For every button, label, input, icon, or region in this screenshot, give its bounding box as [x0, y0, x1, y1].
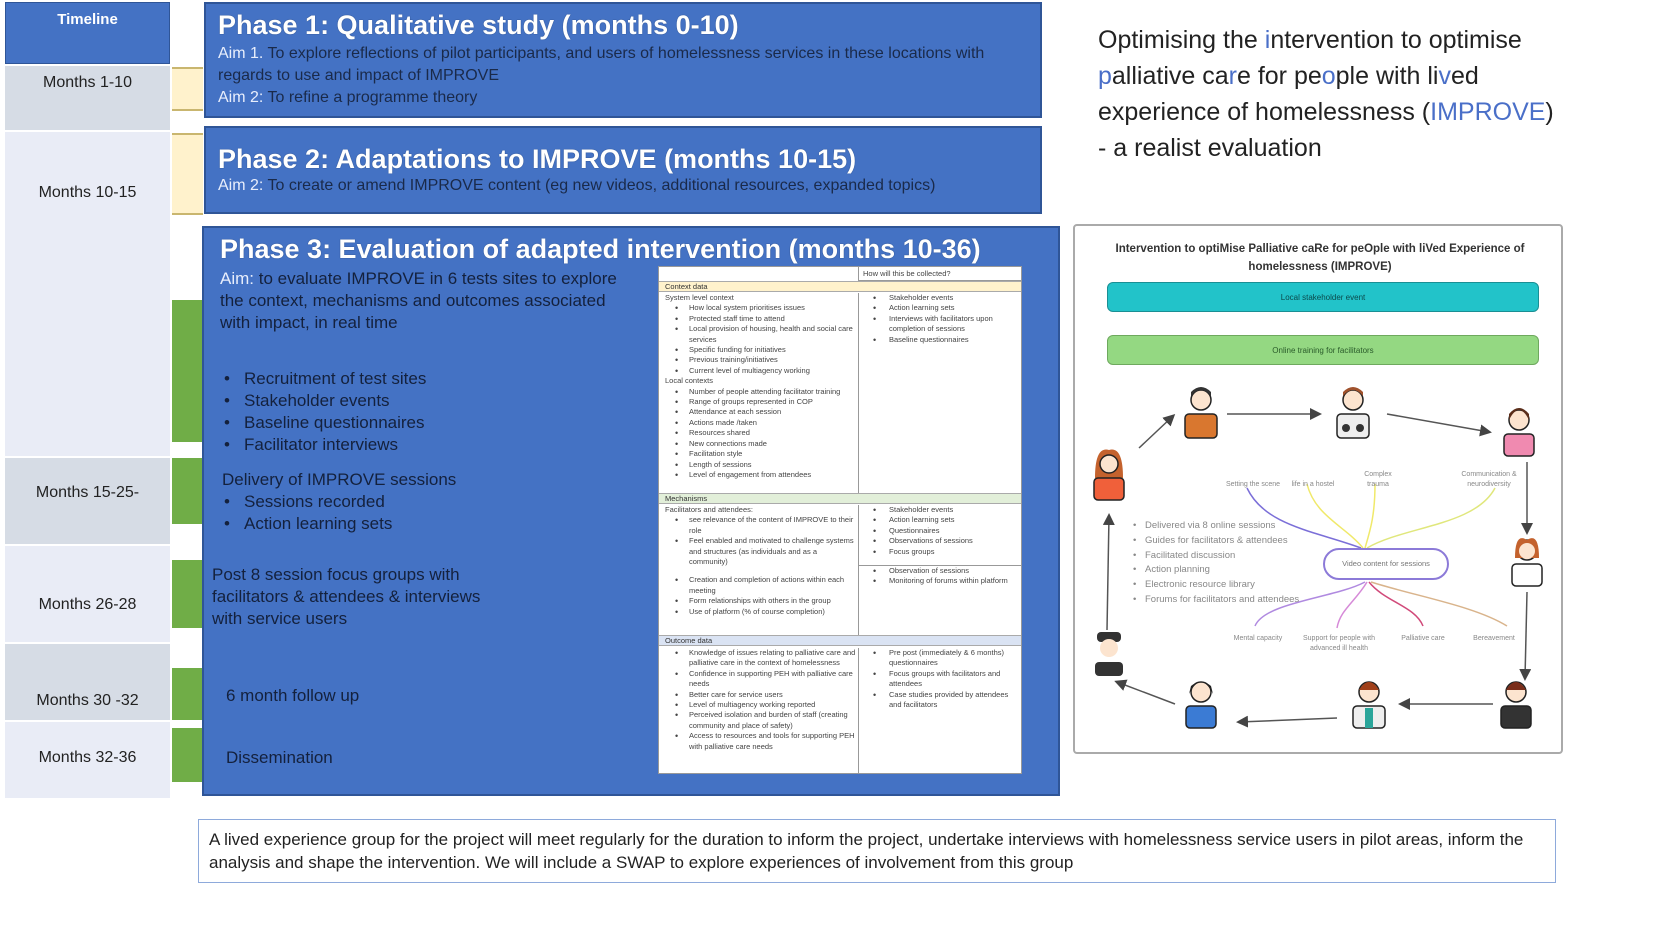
topic-branch	[1307, 484, 1363, 548]
arrow	[1387, 414, 1489, 432]
list-item: • Baseline questionnaires	[220, 412, 426, 434]
title-fragment: p	[1098, 62, 1112, 90]
timeline-row-months-30-32: Months 30 -32	[5, 644, 170, 720]
topic-label: Support for people with advanced ill health	[1303, 635, 1375, 652]
phase2-aim: Aim 2: To create or amend IMPROVE content (eg new videos, additional resources, expanded topics)	[218, 177, 936, 194]
topic-label: Complex trauma	[1364, 471, 1392, 488]
title-fragment: ntervention to optimise	[1270, 26, 1522, 54]
delivery-list	[220, 491, 392, 535]
phase1-title: Phase 1: Qualitative study (months 0-10)	[218, 10, 739, 40]
woman-red-person-icon	[1089, 448, 1129, 509]
phase2-duration-bar	[172, 133, 203, 215]
follow-up-bar	[172, 668, 203, 720]
title-fragment: Optimising the	[1098, 26, 1265, 54]
topic-branch	[1367, 488, 1495, 548]
context-local-list: • Number of people attending facilitator training • Range of groups represented in COP • Attendance at each session • Actions made /taken • Resources shared • New connections made • Facilitation style • Length of sessions • Level of engagement from attendees	[659, 387, 857, 481]
phase2-box	[204, 126, 1042, 214]
list-item: • Action planning	[1133, 563, 1299, 578]
blue-person-icon	[1181, 678, 1221, 737]
mechanisms-right: • Stakeholder events • Action learning sets • Questionnaires • Observations of sessions • Focus groups	[858, 505, 1022, 565]
phase1-duration-bar	[172, 67, 203, 111]
delivery-bar	[172, 458, 203, 524]
section-context-data: Context data	[659, 281, 1021, 292]
list-item: • Facilitated discussion	[1133, 549, 1299, 564]
phase1-aim1: Aim 1. To explore reflections of pilot participants, and users of homelessness services in these locations with regards to use and impact of IMPROVE	[218, 45, 985, 84]
data-collection-table	[658, 266, 1022, 774]
topic-branch	[1337, 582, 1367, 628]
stakeholder-event-box: Local stakeholder event	[1107, 282, 1539, 312]
title-fragment: alliative ca	[1111, 62, 1229, 90]
timeline-row-months-15-25: Months 15-25-	[5, 458, 170, 544]
timeline-row-months-26-28: Months 26-28	[5, 546, 170, 642]
timeline-row-months-10-15: Months 10-15	[5, 132, 170, 456]
title-fragment: ) - a realist evaluation	[1098, 98, 1554, 162]
phase2-title: Phase 2: Adaptations to IMPROVE (months 10-15)	[218, 144, 857, 174]
phase3-title: Phase 3: Evaluation of adapted intervention (months 10-36)	[220, 234, 981, 264]
phase1-aim2: Aim 2: To refine a programme theory	[218, 89, 478, 106]
diagram-title: Intervention to optiMise Palliative caRe for peOple with liVed Experience of homelessness (IMPROVE)	[1115, 243, 1525, 273]
focus-groups-bar	[172, 560, 203, 628]
arrow	[1239, 718, 1337, 722]
outcome-right: • Pre post (immediately & 6 months) questionnaires • Focus groups with facilitators and attendees • Case studies provided by attendees and facilitators	[858, 648, 1022, 773]
delivery-heading: Delivery of IMPROVE sessions	[222, 470, 457, 489]
title-fragment: v	[1438, 62, 1451, 90]
title-fragment: o	[1321, 62, 1336, 90]
intervention-diagram	[1073, 224, 1563, 754]
doctor-teal-person-icon	[1347, 678, 1391, 737]
video-content-hub: Video content for sessions	[1323, 548, 1449, 580]
list-item: • Forums for facilitators and attendees	[1133, 593, 1299, 608]
topic-label: Setting the scene	[1225, 481, 1281, 488]
arrow	[1525, 592, 1527, 678]
man-cap-person-icon	[1089, 630, 1129, 689]
topic-label: life in a hostel	[1291, 481, 1335, 488]
context-left: System level context • How local system prioritises issues • Protected staff time to attend • Local provision of housing, health and social care services • Specific funding for initiatives • Previous training/initiatives • Current level of multiagency working Local contexts • Number of people attending facilitator training • Range of groups represented in COP • Attendance at each session • Actions made /taken • Resources shared • New connections made • Facilitation style • Length of sessions • Level of engagement from attendees	[659, 293, 857, 480]
lived-experience-note: A lived experience group for the project will meet regularly for the duration to inform the project, undertake interviews with homelessness service users in pilot areas, inform the analysis and shape the intervention. We will include a SWAP to explore experiences of involvement from this group	[198, 819, 1556, 883]
section-mechanisms: Mechanisms	[659, 493, 1021, 504]
list-item: • Delivered via 8 online sessions	[1133, 519, 1299, 534]
woman-person-icon	[1507, 536, 1547, 595]
topic-branch	[1371, 582, 1507, 626]
title-fragment: ed experience of homelessness (	[1098, 62, 1479, 126]
title-fragment: IMPROVE	[1430, 98, 1546, 126]
phase3-setup-bar	[172, 300, 203, 442]
mechanisms-left: Facilitators and attendees: • see relevance of the content of IMPROVE to their role • Feel enabled and motivated to challenge systems and structures (as individuals and as a community) • Creation and completion of actions within each meeting • Form relationships with others in the group • Use of platform (% of course completion)	[659, 505, 857, 617]
masked-person-icon	[1495, 678, 1537, 737]
title-fragment: i	[1264, 26, 1271, 54]
timeline-row-months-32-36: Months 32-36	[5, 722, 170, 798]
timeline-row-months-1-10: Months 1-10	[5, 66, 170, 130]
title-fragment: r	[1228, 62, 1237, 90]
list-item: • Action learning sets	[220, 513, 392, 535]
table-header-how-collected: How will this be collected?	[858, 267, 1022, 281]
list-item: • Facilitator interviews	[220, 434, 426, 456]
topic-label: Mental capacity	[1233, 635, 1283, 642]
section-outcome-data: Outcome data	[659, 635, 1021, 646]
phase3-aim: Aim: to evaluate IMPROVE in 6 tests sites to explore the context, mechanisms and outcomes associated with impact, in real time	[220, 269, 617, 332]
project-title	[1098, 22, 1568, 166]
list-item: • Stakeholder events	[220, 390, 426, 412]
dissemination-bar	[172, 728, 203, 782]
follow-up-text: 6 month follow up	[226, 686, 360, 705]
context-system-list: • How local system prioritises issues • Protected staff time to attend • Local provision of housing, health and social care services • Specific funding for initiatives • Previous training/initiatives • Current level of multiagency working	[659, 303, 857, 376]
mechanisms-right-2: • Observation of sessions • Monitoring of forums within platform	[858, 565, 1022, 635]
timeline-header: Timeline	[5, 2, 170, 64]
cycle-arrows	[1075, 226, 1565, 756]
phase1-box	[204, 2, 1042, 118]
topic-label: Palliative care	[1401, 635, 1445, 642]
list-item: • Sessions recorded	[220, 491, 392, 513]
facilitator-person-icon	[1179, 386, 1223, 447]
delivery-features-list	[1133, 519, 1299, 608]
online-training-box: Online training for facilitators	[1107, 335, 1539, 365]
nurse-person-icon	[1499, 406, 1539, 465]
context-right: • Stakeholder events • Action learning sets • Interviews with facilitators upon completion of sessions • Baseline questionnaires	[858, 293, 1022, 493]
dissemination-text: Dissemination	[226, 748, 333, 767]
list-item: • Electronic resource library	[1133, 578, 1299, 593]
title-fragment: ple with li	[1335, 62, 1439, 90]
title-fragment: e for pe	[1236, 62, 1322, 90]
list-item: • Guides for facilitators & attendees	[1133, 534, 1299, 549]
post-session-text: Post 8 session focus groups with facilitators & attendees & interviews with service users	[212, 565, 481, 628]
topic-label: Bereavement	[1473, 635, 1515, 642]
arrow	[1107, 516, 1109, 630]
doctor-person-icon	[1331, 386, 1375, 447]
topic-branch	[1365, 484, 1375, 548]
outcome-left: • Knowledge of issues relating to palliative care and palliative care in the context of homelessness • Confidence in supporting PEH with palliative care needs • Better care for service users • Level of multiagency working reported • Perceived isolation and burden of staff (creating community and place of safety) • Access to resources and tools for supporting PEH with palliative care needs	[659, 648, 857, 752]
list-item: • Recruitment of test sites	[220, 368, 426, 390]
arrow	[1139, 416, 1173, 448]
phase3-steps-list	[220, 368, 426, 456]
topic-label: Communication & neurodiversity	[1461, 471, 1517, 488]
